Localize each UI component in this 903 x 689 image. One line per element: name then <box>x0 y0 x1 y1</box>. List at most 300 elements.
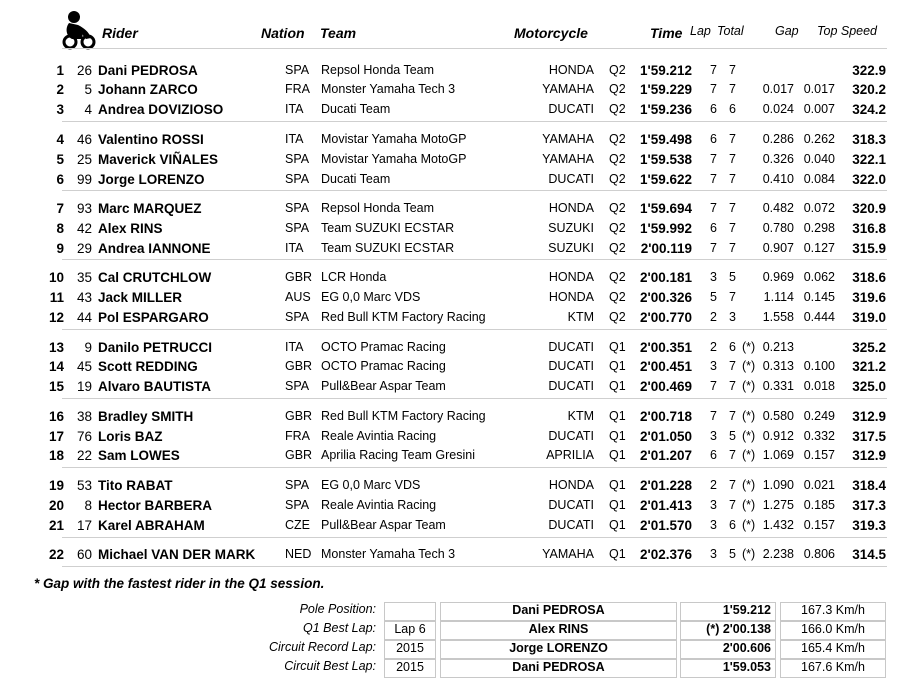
top-speed-cell: 317.3 <box>852 498 886 513</box>
table-row <box>0 427 903 447</box>
q1-marker: (*) <box>742 478 756 492</box>
total-cell: 7 <box>729 379 736 393</box>
motorcycle-rider-icon <box>60 8 98 50</box>
team-cell: Repsol Honda Team <box>321 201 435 215</box>
group-divider <box>62 121 887 122</box>
total-cell: 7 <box>729 63 736 77</box>
number-cell: 60 <box>76 547 92 562</box>
col-time-header: Time <box>650 25 683 41</box>
gap-prev-cell: 0.062 <box>803 270 835 284</box>
gap-prev-cell: 0.806 <box>803 547 835 561</box>
rider-name: Bradley SMITH <box>98 409 194 424</box>
summary-time: 2'00.606 <box>680 640 776 659</box>
time-cell: 1'59.538 <box>639 152 692 167</box>
nation-cell: ITA <box>285 102 304 116</box>
nation-cell: ITA <box>285 132 304 146</box>
team-cell: Movistar Yamaha MotoGP <box>321 132 467 146</box>
header-divider <box>62 48 887 49</box>
team-cell: Reale Avintia Racing <box>321 498 437 512</box>
motorcycle-cell: DUCATI <box>548 498 594 512</box>
nation-cell: GBR <box>285 359 313 373</box>
gap-cell: 1.558 <box>762 310 794 324</box>
lap-cell: 3 <box>710 498 717 512</box>
lap-cell: 3 <box>710 518 717 532</box>
q1-marker: (*) <box>742 359 756 373</box>
total-cell: 5 <box>729 429 736 443</box>
top-speed-cell: 319.6 <box>852 290 886 305</box>
summary-row <box>0 619 903 638</box>
summary-time: 1'59.053 <box>680 659 776 678</box>
motorcycle-cell: APRILIA <box>546 448 594 462</box>
gap-prev-cell: 0.157 <box>803 448 835 462</box>
rider-name: Jack MILLER <box>98 290 183 305</box>
summary-lap: 2015 <box>384 640 436 659</box>
time-cell: 2'00.718 <box>639 409 692 424</box>
rider-name: Danilo PETRUCCI <box>98 340 213 355</box>
pos-cell: 20 <box>48 498 64 513</box>
rider-name: Pol ESPARGARO <box>98 310 209 325</box>
gap-cell: 1.432 <box>762 518 794 532</box>
total-cell: 7 <box>729 132 736 146</box>
gap-cell: 0.326 <box>762 152 794 166</box>
number-cell: 99 <box>76 172 92 187</box>
top-speed-cell: 322.0 <box>852 172 886 187</box>
time-cell: 1'59.236 <box>639 102 692 117</box>
gap-prev-cell: 0.249 <box>803 409 835 423</box>
top-speed-cell: 319.3 <box>852 518 886 533</box>
table-row <box>0 446 903 466</box>
top-speed-cell: 318.4 <box>852 478 886 493</box>
top-speed-cell: 325.2 <box>852 340 886 355</box>
table-row <box>0 170 903 190</box>
session-cell: Q2 <box>609 172 626 186</box>
q1-marker: (*) <box>742 379 756 393</box>
time-cell: 1'59.229 <box>639 82 692 97</box>
summary-row <box>0 638 903 657</box>
motorcycle-cell: DUCATI <box>548 429 594 443</box>
total-cell: 6 <box>729 518 736 532</box>
time-cell: 2'01.207 <box>639 448 692 463</box>
top-speed-cell: 316.8 <box>852 221 886 236</box>
lap-cell: 6 <box>710 448 717 462</box>
time-cell: 2'00.451 <box>639 359 692 374</box>
nation-cell: SPA <box>285 498 310 512</box>
session-cell: Q1 <box>609 340 626 354</box>
summary-label: Pole Position: <box>299 602 376 616</box>
nation-cell: SPA <box>285 379 310 393</box>
nation-cell: NED <box>285 547 312 561</box>
gap-cell: 0.482 <box>762 201 794 215</box>
time-cell: 2'00.770 <box>639 310 692 325</box>
number-cell: 43 <box>76 290 92 305</box>
top-speed-cell: 315.9 <box>852 241 886 256</box>
number-cell: 76 <box>76 429 92 444</box>
gap-cell: 0.907 <box>762 241 794 255</box>
team-cell: EG 0,0 Marc VDS <box>321 290 421 304</box>
gap-cell: 0.580 <box>762 409 794 423</box>
nation-cell: SPA <box>285 221 310 235</box>
motorcycle-cell: HONDA <box>548 478 594 492</box>
summary-row <box>0 657 903 676</box>
nation-cell: SPA <box>285 172 310 186</box>
pos-cell: 6 <box>56 172 64 187</box>
pos-cell: 4 <box>56 132 64 147</box>
rider-name: Sam LOWES <box>98 448 180 463</box>
summary-label: Q1 Best Lap: <box>303 621 376 635</box>
time-cell: 2'01.570 <box>639 518 692 533</box>
session-cell: Q2 <box>609 63 626 77</box>
lap-cell: 6 <box>710 132 717 146</box>
total-cell: 7 <box>729 409 736 423</box>
gap-cell: 0.780 <box>762 221 794 235</box>
summary-rider: Alex RINS <box>440 621 677 640</box>
team-cell: Red Bull KTM Factory Racing <box>321 409 486 423</box>
motorcycle-cell: KTM <box>567 310 594 324</box>
pos-cell: 22 <box>48 547 64 562</box>
session-cell: Q1 <box>609 448 626 462</box>
gap-cell: 2.238 <box>762 547 794 561</box>
number-cell: 8 <box>84 498 92 513</box>
session-cell: Q1 <box>609 518 626 532</box>
number-cell: 5 <box>84 82 92 97</box>
table-row <box>0 308 903 328</box>
col-lap-header: Lap <box>690 24 711 38</box>
session-cell: Q2 <box>609 270 626 284</box>
rider-name: Loris BAZ <box>98 429 163 444</box>
nation-cell: GBR <box>285 409 313 423</box>
time-cell: 1'59.212 <box>639 63 692 78</box>
rider-name: Jorge LORENZO <box>98 172 205 187</box>
rider-name: Alvaro BAUTISTA <box>98 379 212 394</box>
time-cell: 2'00.119 <box>640 241 692 256</box>
table-row <box>0 100 903 120</box>
total-cell: 6 <box>729 102 736 116</box>
number-cell: 46 <box>76 132 92 147</box>
summary-lap: Lap 6 <box>384 621 436 640</box>
total-cell: 7 <box>729 201 736 215</box>
team-cell: Ducati Team <box>321 102 391 116</box>
top-speed-cell: 320.2 <box>852 82 886 97</box>
table-row <box>0 199 903 219</box>
motorcycle-cell: KTM <box>567 409 594 423</box>
table-row <box>0 496 903 516</box>
nation-cell: ITA <box>285 340 304 354</box>
motorcycle-cell: DUCATI <box>548 102 594 116</box>
top-speed-cell: 314.5 <box>852 547 886 562</box>
summary-time: (*) 2'00.138 <box>680 621 776 640</box>
rider-name: Dani PEDROSA <box>98 63 198 78</box>
motorcycle-cell: YAMAHA <box>542 82 594 96</box>
lap-cell: 3 <box>710 547 717 561</box>
gap-cell: 0.024 <box>762 102 794 116</box>
session-cell: Q1 <box>609 547 626 561</box>
motorcycle-cell: DUCATI <box>548 340 594 354</box>
top-speed-cell: 325.0 <box>852 379 886 394</box>
lap-cell: 7 <box>710 152 717 166</box>
q1-marker: (*) <box>742 547 756 561</box>
team-cell: OCTO Pramac Racing <box>321 340 446 354</box>
pos-cell: 15 <box>48 379 64 394</box>
summary-time: 1'59.212 <box>680 602 776 621</box>
table-row <box>0 516 903 536</box>
pos-cell: 14 <box>48 359 64 374</box>
group-divider <box>62 259 887 260</box>
rider-name: Johann ZARCO <box>98 82 198 97</box>
rider-name: Tito RABAT <box>98 478 173 493</box>
col-top-speed-header: Top Speed <box>817 24 878 38</box>
session-cell: Q2 <box>609 241 626 255</box>
team-cell: Team SUZUKI ECSTAR <box>321 241 455 255</box>
summary-speed: 167.3 Km/h <box>780 602 886 621</box>
q1-marker: (*) <box>742 518 756 532</box>
team-cell: Ducati Team <box>321 172 391 186</box>
total-cell: 7 <box>729 498 736 512</box>
lap-cell: 7 <box>710 379 717 393</box>
motorcycle-cell: DUCATI <box>548 359 594 373</box>
top-speed-cell: 322.9 <box>852 63 886 78</box>
total-cell: 7 <box>729 241 736 255</box>
pos-cell: 2 <box>56 82 64 97</box>
session-cell: Q1 <box>609 429 626 443</box>
gap-cell: 0.912 <box>762 429 794 443</box>
lap-cell: 2 <box>710 340 717 354</box>
pos-cell: 1 <box>56 63 64 78</box>
rider-name: Andrea DOVIZIOSO <box>98 102 224 117</box>
number-cell: 26 <box>76 63 92 78</box>
gap-prev-cell: 0.185 <box>803 498 835 512</box>
number-cell: 44 <box>76 310 92 325</box>
rider-name: Andrea IANNONE <box>98 241 211 256</box>
gap-cell: 1.275 <box>762 498 794 512</box>
gap-cell: 1.069 <box>762 448 794 462</box>
number-cell: 29 <box>76 241 92 256</box>
lap-cell: 7 <box>710 172 717 186</box>
number-cell: 42 <box>76 221 92 236</box>
rider-name: Scott REDDING <box>98 359 198 374</box>
lap-cell: 7 <box>710 82 717 96</box>
session-cell: Q1 <box>609 498 626 512</box>
pos-cell: 13 <box>48 340 64 355</box>
top-speed-cell: 317.5 <box>852 429 886 444</box>
summary-rider: Dani PEDROSA <box>440 659 677 678</box>
time-cell: 2'02.376 <box>639 547 692 562</box>
table-row <box>0 377 903 397</box>
lap-cell: 6 <box>710 221 717 235</box>
q1-marker: (*) <box>742 448 756 462</box>
session-cell: Q2 <box>609 290 626 304</box>
col-gap-header: Gap <box>775 24 799 38</box>
number-cell: 17 <box>76 518 92 533</box>
gap-prev-cell: 0.018 <box>803 379 835 393</box>
top-speed-cell: 318.3 <box>852 132 886 147</box>
gap-prev-cell: 0.072 <box>803 201 835 215</box>
total-cell: 7 <box>729 172 736 186</box>
team-cell: Repsol Honda Team <box>321 63 435 77</box>
rider-name: Marc MARQUEZ <box>98 201 202 216</box>
top-speed-cell: 319.0 <box>852 310 886 325</box>
q1-marker: (*) <box>742 429 756 443</box>
lap-cell: 3 <box>710 270 717 284</box>
gap-cell: 0.213 <box>762 340 794 354</box>
lap-cell: 2 <box>710 478 717 492</box>
motorcycle-cell: HONDA <box>548 63 594 77</box>
summary-speed: 165.4 Km/h <box>780 640 886 659</box>
top-speed-cell: 322.1 <box>852 152 886 167</box>
nation-cell: SPA <box>285 63 310 77</box>
lap-cell: 5 <box>710 290 717 304</box>
motorcycle-cell: DUCATI <box>548 172 594 186</box>
total-cell: 7 <box>729 221 736 235</box>
team-cell: Pull&Bear Aspar Team <box>321 379 446 393</box>
number-cell: 22 <box>76 448 92 463</box>
nation-cell: SPA <box>285 310 310 324</box>
col-total-header: Total <box>717 24 744 38</box>
gap-cell: 0.313 <box>762 359 794 373</box>
pos-cell: 21 <box>48 518 64 533</box>
table-header <box>0 0 903 50</box>
session-cell: Q2 <box>609 201 626 215</box>
number-cell: 53 <box>76 478 92 493</box>
motorcycle-cell: HONDA <box>548 270 594 284</box>
gap-prev-cell: 0.021 <box>803 478 835 492</box>
motorcycle-cell: YAMAHA <box>542 132 594 146</box>
total-cell: 7 <box>729 82 736 96</box>
lap-cell: 7 <box>710 63 717 77</box>
time-cell: 1'59.498 <box>639 132 692 147</box>
time-cell: 1'59.622 <box>639 172 692 187</box>
footnote: * Gap with the fastest rider in the Q1 session. <box>34 576 325 591</box>
rider-name: Michael VAN DER MARK <box>98 547 256 562</box>
lap-cell: 7 <box>710 409 717 423</box>
gap-prev-cell: 0.262 <box>803 132 835 146</box>
table-row <box>0 130 903 150</box>
motorcycle-cell: YAMAHA <box>542 152 594 166</box>
gap-prev-cell: 0.100 <box>803 359 835 373</box>
rider-name: Karel ABRAHAM <box>98 518 205 533</box>
nation-cell: SPA <box>285 152 310 166</box>
pos-cell: 17 <box>48 429 64 444</box>
top-speed-cell: 324.2 <box>852 102 886 117</box>
pos-cell: 10 <box>48 270 64 285</box>
team-cell: Monster Yamaha Tech 3 <box>321 547 456 561</box>
table-row <box>0 338 903 358</box>
gap-prev-cell: 0.017 <box>803 82 835 96</box>
session-cell: Q2 <box>609 132 626 146</box>
motorcycle-cell: DUCATI <box>548 379 594 393</box>
top-speed-cell: 318.6 <box>852 270 886 285</box>
summary-label: Circuit Record Lap: <box>269 640 376 654</box>
rider-name: Valentino ROSSI <box>98 132 204 147</box>
session-cell: Q1 <box>609 379 626 393</box>
team-cell: Aprilia Racing Team Gresini <box>321 448 475 462</box>
time-cell: 2'00.326 <box>639 290 692 305</box>
top-speed-cell: 312.9 <box>852 409 886 424</box>
total-cell: 6 <box>729 340 736 354</box>
summary-lap: 2015 <box>384 659 436 678</box>
motorcycle-cell: HONDA <box>548 201 594 215</box>
motorcycle-cell: SUZUKI <box>548 241 594 255</box>
table-row <box>0 357 903 377</box>
number-cell: 4 <box>84 102 92 117</box>
number-cell: 19 <box>76 379 92 394</box>
pos-cell: 3 <box>56 102 64 117</box>
table-row <box>0 288 903 308</box>
number-cell: 93 <box>76 201 92 216</box>
gap-cell: 0.969 <box>762 270 794 284</box>
total-cell: 5 <box>729 270 736 284</box>
gap-prev-cell: 0.007 <box>803 102 835 116</box>
q1-marker: (*) <box>742 409 756 423</box>
time-cell: 2'01.413 <box>639 498 692 513</box>
lap-cell: 7 <box>710 201 717 215</box>
pos-cell: 8 <box>56 221 64 236</box>
pos-cell: 11 <box>49 290 64 305</box>
nation-cell: ITA <box>285 241 304 255</box>
total-cell: 7 <box>729 478 736 492</box>
table-row <box>0 239 903 259</box>
group-divider <box>62 537 887 538</box>
gap-cell: 1.090 <box>762 478 794 492</box>
time-cell: 2'00.181 <box>639 270 692 285</box>
nation-cell: GBR <box>285 270 313 284</box>
time-cell: 2'01.050 <box>639 429 692 444</box>
gap-cell: 1.114 <box>763 290 794 304</box>
summary-speed: 166.0 Km/h <box>780 621 886 640</box>
number-cell: 45 <box>76 359 92 374</box>
session-cell: Q2 <box>609 152 626 166</box>
gap-prev-cell: 0.298 <box>803 221 835 235</box>
total-cell: 7 <box>729 152 736 166</box>
team-cell: Movistar Yamaha MotoGP <box>321 152 467 166</box>
lap-cell: 2 <box>710 310 717 324</box>
total-cell: 7 <box>729 290 736 304</box>
q1-marker: (*) <box>742 498 756 512</box>
col-team-header: Team <box>320 25 357 41</box>
motorcycle-cell: YAMAHA <box>542 547 594 561</box>
gap-prev-cell: 0.332 <box>803 429 835 443</box>
session-cell: Q1 <box>609 478 626 492</box>
motorcycle-cell: HONDA <box>548 290 594 304</box>
col-motorcycle-header: Motorcycle <box>514 25 588 41</box>
table-row <box>0 61 903 81</box>
number-cell: 35 <box>76 270 92 285</box>
session-cell: Q2 <box>609 102 626 116</box>
pos-cell: 12 <box>48 310 64 325</box>
gap-prev-cell: 0.040 <box>803 152 835 166</box>
top-speed-cell: 320.9 <box>852 201 886 216</box>
table-row <box>0 150 903 170</box>
pos-cell: 19 <box>48 478 64 493</box>
lap-cell: 7 <box>710 241 717 255</box>
team-cell: EG 0,0 Marc VDS <box>321 478 421 492</box>
session-cell: Q2 <box>609 310 626 324</box>
summary-row <box>0 600 903 619</box>
top-speed-cell: 312.9 <box>852 448 886 463</box>
total-cell: 5 <box>729 547 736 561</box>
q1-marker: (*) <box>742 340 756 354</box>
group-divider <box>62 190 887 191</box>
total-cell: 3 <box>729 310 736 324</box>
gap-prev-cell: 0.145 <box>803 290 835 304</box>
session-cell: Q1 <box>609 359 626 373</box>
nation-cell: AUS <box>285 290 311 304</box>
group-divider <box>62 398 887 399</box>
total-cell: 7 <box>729 359 736 373</box>
team-cell: Reale Avintia Racing <box>321 429 437 443</box>
time-cell: 1'59.694 <box>639 201 692 216</box>
team-cell: OCTO Pramac Racing <box>321 359 446 373</box>
rider-name: Cal CRUTCHLOW <box>98 270 212 285</box>
